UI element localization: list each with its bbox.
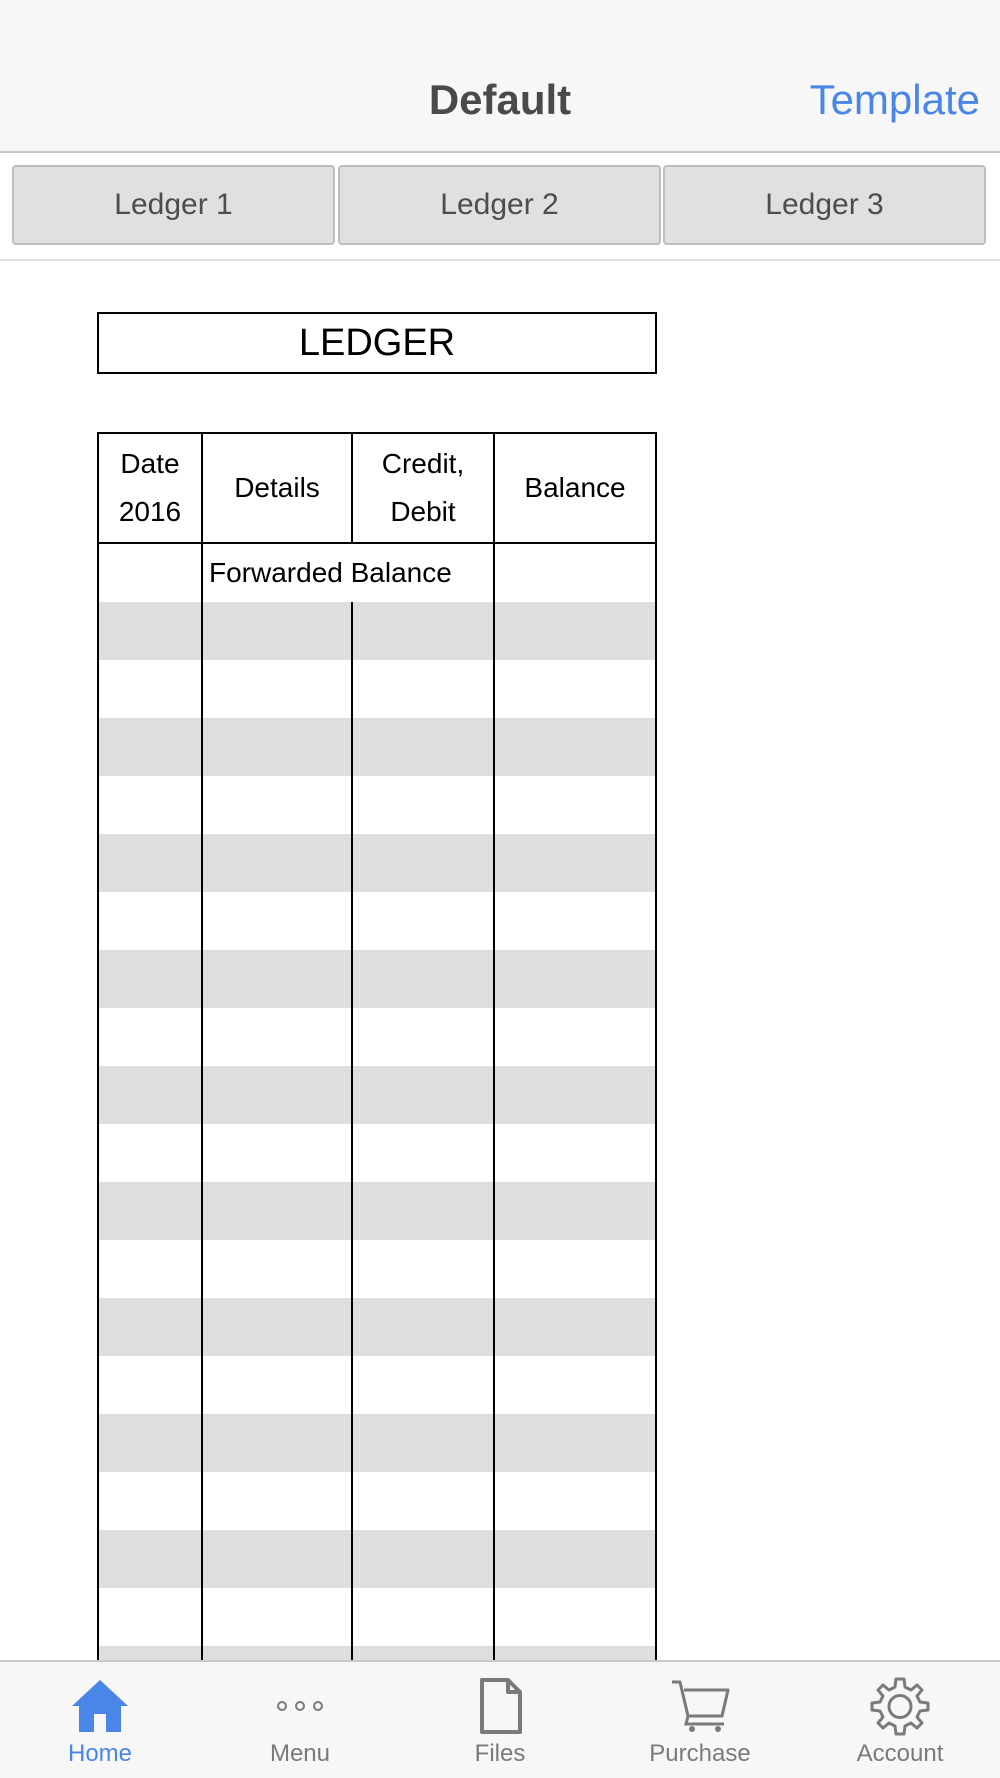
tab-menu-label: Menu [269,1740,331,1767]
home-icon [70,1676,130,1736]
date-cell[interactable] [99,602,203,660]
date-cell[interactable] [99,1240,203,1298]
tab-purchase-label: Purchase [649,1740,751,1767]
debit-header-label: Debit [390,496,456,527]
date-cell[interactable] [99,1530,203,1588]
details-cell[interactable] [203,1414,353,1472]
table-row[interactable] [99,776,655,834]
gear-icon [870,1676,930,1736]
ledger-table [97,432,657,1672]
table-row[interactable] [99,602,655,660]
details-cell[interactable] [203,950,353,1008]
tab-ledger-3[interactable]: Ledger 3 [663,165,986,245]
date-cell[interactable] [99,1066,203,1124]
file-icon [470,1676,530,1736]
table-row[interactable] [99,1066,655,1124]
tab-purchase[interactable] [600,1662,800,1778]
details-cell[interactable] [203,660,353,718]
tab-home-label: Home [67,1740,133,1767]
date-cell[interactable] [99,1124,203,1182]
credit-debit-cell[interactable] [353,718,495,776]
credit-debit-cell[interactable] [353,1182,495,1240]
table-row[interactable] [99,1182,655,1240]
table-row[interactable] [99,1530,655,1588]
table-row[interactable] [99,1298,655,1356]
details-cell[interactable] [203,834,353,892]
column-header-date [99,434,203,542]
forwarded-balance-label: Forwarded Balance [203,544,495,602]
details-cell[interactable] [203,1182,353,1240]
details-cell[interactable] [203,1588,353,1646]
table-row[interactable] [99,1008,655,1066]
credit-debit-cell[interactable] [353,1298,495,1356]
date-cell[interactable] [99,1414,203,1472]
details-cell[interactable] [203,1124,353,1182]
date-cell[interactable] [99,1182,203,1240]
credit-debit-cell[interactable] [353,602,495,660]
credit-debit-cell[interactable] [353,892,495,950]
credit-debit-cell[interactable] [353,950,495,1008]
tab-ledger-1[interactable]: Ledger 1 [12,165,335,245]
credit-debit-cell[interactable] [353,1240,495,1298]
table-row[interactable] [99,660,655,718]
date-cell[interactable] [99,1298,203,1356]
table-row[interactable] [99,1588,655,1646]
date-cell[interactable] [99,1356,203,1414]
navigation-bar [0,0,1000,153]
date-cell[interactable] [99,950,203,1008]
credit-debit-cell[interactable] [353,1588,495,1646]
balance-header-label: Balance [524,472,626,503]
table-row[interactable] [99,834,655,892]
date-cell[interactable] [99,718,203,776]
details-cell[interactable] [203,1472,353,1530]
credit-debit-cell[interactable] [353,834,495,892]
date-cell[interactable] [99,1008,203,1066]
table-row[interactable] [99,892,655,950]
template-button[interactable]: Template [809,76,980,123]
credit-debit-cell[interactable] [353,660,495,718]
date-cell[interactable] [99,1588,203,1646]
details-cell[interactable] [203,776,353,834]
tab-files-label: Files [474,1740,526,1767]
tab-files[interactable] [400,1662,600,1778]
date-header-year: 2016 [118,496,182,527]
details-cell[interactable] [203,718,353,776]
details-cell[interactable] [203,1066,353,1124]
credit-debit-cell[interactable] [353,1472,495,1530]
page-title: Default [428,76,572,123]
date-header-label: Date [120,448,180,479]
ledger-header-row [99,434,655,544]
table-row[interactable] [99,950,655,1008]
table-row[interactable] [99,1124,655,1182]
credit-debit-cell[interactable] [353,1124,495,1182]
forwarded-balance-row[interactable] [99,544,655,602]
column-header-balance [495,434,655,542]
details-cell[interactable] [203,1240,353,1298]
date-cell[interactable] [99,660,203,718]
credit-debit-cell[interactable] [353,1008,495,1066]
tab-home[interactable] [0,1662,200,1778]
details-cell[interactable] [203,1008,353,1066]
table-row[interactable] [99,1356,655,1414]
table-row[interactable] [99,1240,655,1298]
tab-account-label: Account [856,1740,944,1767]
date-cell[interactable] [99,1472,203,1530]
tab-account[interactable] [800,1662,1000,1778]
column-header-details [203,434,353,542]
credit-debit-cell[interactable] [353,1530,495,1588]
tab-ledger-2[interactable]: Ledger 2 [338,165,661,245]
table-row[interactable] [99,1414,655,1472]
ledger-tab-strip [0,153,1000,261]
credit-debit-cell[interactable] [353,1356,495,1414]
ledger-title: LEDGER [97,312,657,374]
details-cell[interactable] [203,1356,353,1414]
details-cell[interactable] [203,892,353,950]
details-cell[interactable] [203,602,353,660]
table-row[interactable] [99,718,655,776]
details-cell[interactable] [203,1298,353,1356]
more-dots-icon [270,1676,330,1736]
credit-debit-cell[interactable] [353,776,495,834]
cart-icon [670,1676,730,1736]
credit-debit-cell[interactable] [353,1066,495,1124]
credit-debit-cell[interactable] [353,1414,495,1472]
date-cell[interactable] [99,892,203,950]
details-cell[interactable] [203,1530,353,1588]
bottom-tab-bar [0,1660,1000,1778]
details-header-label: Details [234,472,320,503]
tab-menu[interactable] [200,1662,400,1778]
date-cell[interactable] [99,776,203,834]
table-row[interactable] [99,1472,655,1530]
credit-header-label: Credit, [381,448,465,479]
date-cell[interactable] [99,834,203,892]
column-header-credit-debit [353,434,495,542]
forwarded-balance-date-cell[interactable] [99,544,203,602]
ledger-entry-rows [99,602,655,1672]
